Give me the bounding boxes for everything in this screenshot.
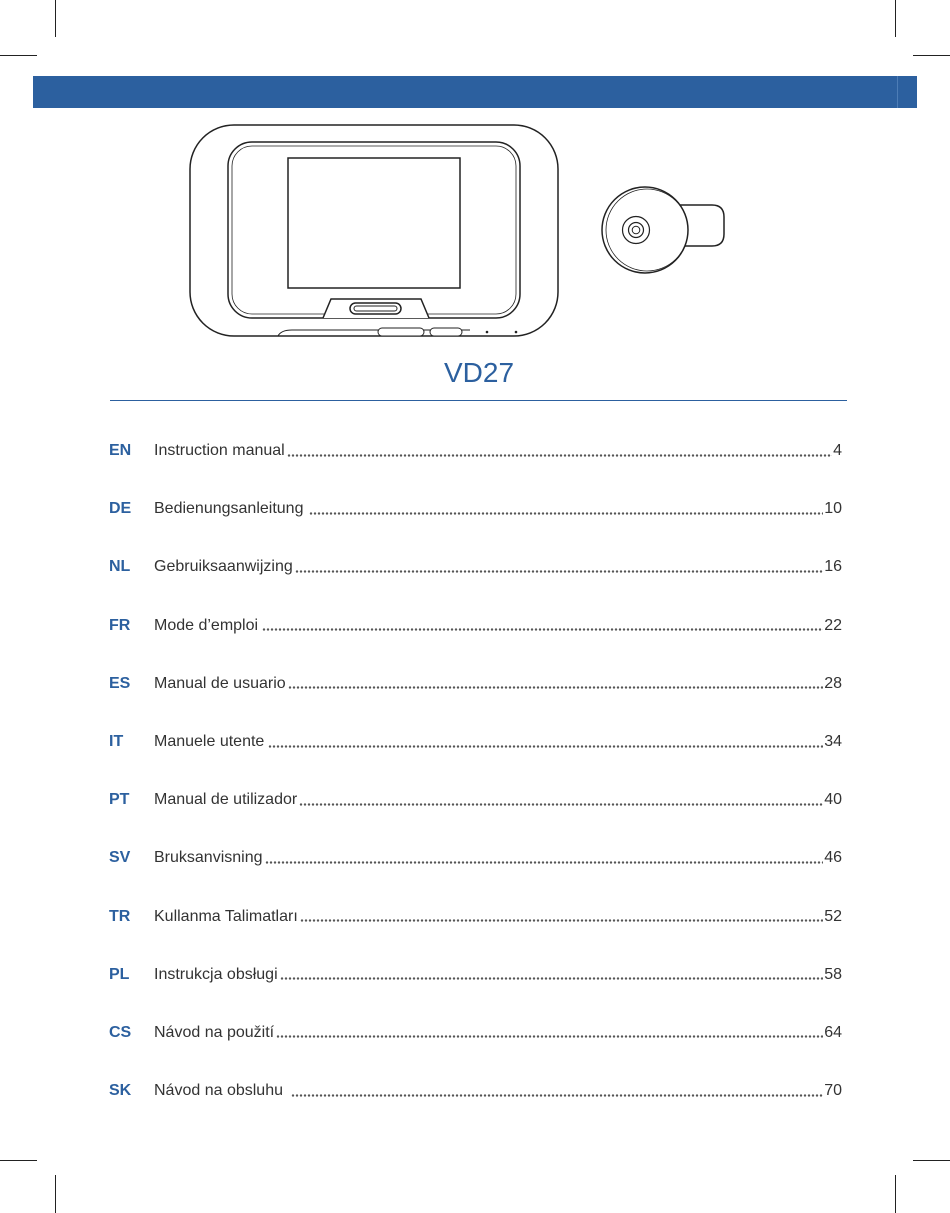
crop-mark-bottom-left-horizontal: [0, 1160, 37, 1161]
dot-leader: [276, 1035, 823, 1038]
entry-title: Instruction manual: [154, 442, 285, 460]
dot-leader: [299, 803, 823, 806]
page-number: 58: [824, 965, 842, 983]
entry-title: Instrukcja obsługi: [154, 965, 278, 983]
dot-leader: [280, 977, 824, 980]
page-number: 34: [824, 733, 842, 751]
page-number: 70: [824, 1082, 842, 1100]
dot-leader: [300, 919, 823, 922]
language-code: DE: [109, 500, 132, 518]
entry-title: Manual de utilizador: [154, 791, 298, 809]
page-number: 22: [824, 616, 842, 634]
crop-mark-bottom-right-horizontal: [913, 1160, 950, 1161]
dot-leader: [309, 512, 823, 515]
product-illustration: [0, 0, 950, 345]
entry-title: Bruksanvisning: [154, 849, 263, 867]
page-number: 64: [824, 1023, 842, 1041]
language-code: ES: [109, 674, 131, 692]
dot-leader: [265, 861, 824, 864]
peephole-camera-illustration: [602, 187, 724, 273]
language-code: EN: [109, 442, 132, 460]
monitor-bottom-control-1: [378, 328, 424, 336]
crop-mark-bottom-right-vertical: [895, 1175, 896, 1213]
toc-entry-nl: [109, 538, 842, 596]
entry-title: Návod na použití: [154, 1023, 275, 1041]
dot-leader: [287, 454, 832, 457]
language-code: TR: [109, 907, 131, 925]
language-code: PL: [109, 965, 130, 983]
page-number: 40: [824, 791, 842, 809]
dot-leader: [291, 1094, 823, 1097]
entry-title: Mode d’emploi: [154, 616, 259, 634]
crop-mark-bottom-left-vertical: [55, 1175, 56, 1213]
toc-entry-fr: [109, 597, 842, 655]
toc-entry-pl: [109, 946, 842, 1004]
page-number: 46: [824, 849, 842, 867]
entry-title: Gebruiksaanwijzing: [154, 558, 293, 576]
language-code: SV: [109, 849, 131, 867]
monitor-bottom-mark-2: [515, 331, 518, 334]
dot-leader: [288, 686, 824, 689]
toc-entry-sk: [109, 1062, 842, 1120]
page-number: 16: [824, 558, 842, 576]
language-code: SK: [109, 1082, 132, 1100]
toc-entry-es: [109, 655, 842, 713]
toc-entry-it: [109, 713, 842, 771]
monitor-bottom-control-2: [430, 328, 462, 336]
model-name: VD27: [443, 357, 515, 388]
language-code: IT: [109, 733, 124, 751]
page-number: 52: [824, 907, 842, 925]
page-number: 4: [833, 442, 842, 460]
divider-rule: [110, 400, 847, 401]
language-code: FR: [109, 616, 131, 634]
language-code: NL: [109, 558, 131, 576]
table-of-contents: [109, 422, 842, 1120]
entry-title: Bedienungsanleitung: [154, 500, 304, 518]
dot-leader: [268, 745, 823, 748]
language-code: CS: [109, 1023, 132, 1041]
entry-title: Kullanma Talimatları: [154, 907, 298, 925]
toc-entry-de: [109, 480, 842, 538]
dot-leader: [262, 628, 823, 631]
entry-title: Manuele utente: [154, 733, 265, 751]
monitor-button-tab: [323, 299, 429, 318]
toc-entry-en: [109, 422, 842, 480]
page-number: 10: [824, 500, 842, 518]
monitor-bottom-mark-1: [486, 331, 489, 334]
toc-entry-cs: [109, 1004, 842, 1062]
page-number: 28: [824, 674, 842, 692]
door-viewer-monitor-illustration: [190, 125, 558, 336]
toc-entry-sv: [109, 829, 842, 887]
dot-leader: [295, 570, 823, 573]
toc-entry-tr: [109, 888, 842, 946]
language-code: PT: [109, 791, 130, 809]
entry-title: Manual de usuario: [154, 674, 286, 692]
toc-entry-pt: [109, 771, 842, 829]
entry-title: Návod na obsluhu: [154, 1082, 283, 1100]
